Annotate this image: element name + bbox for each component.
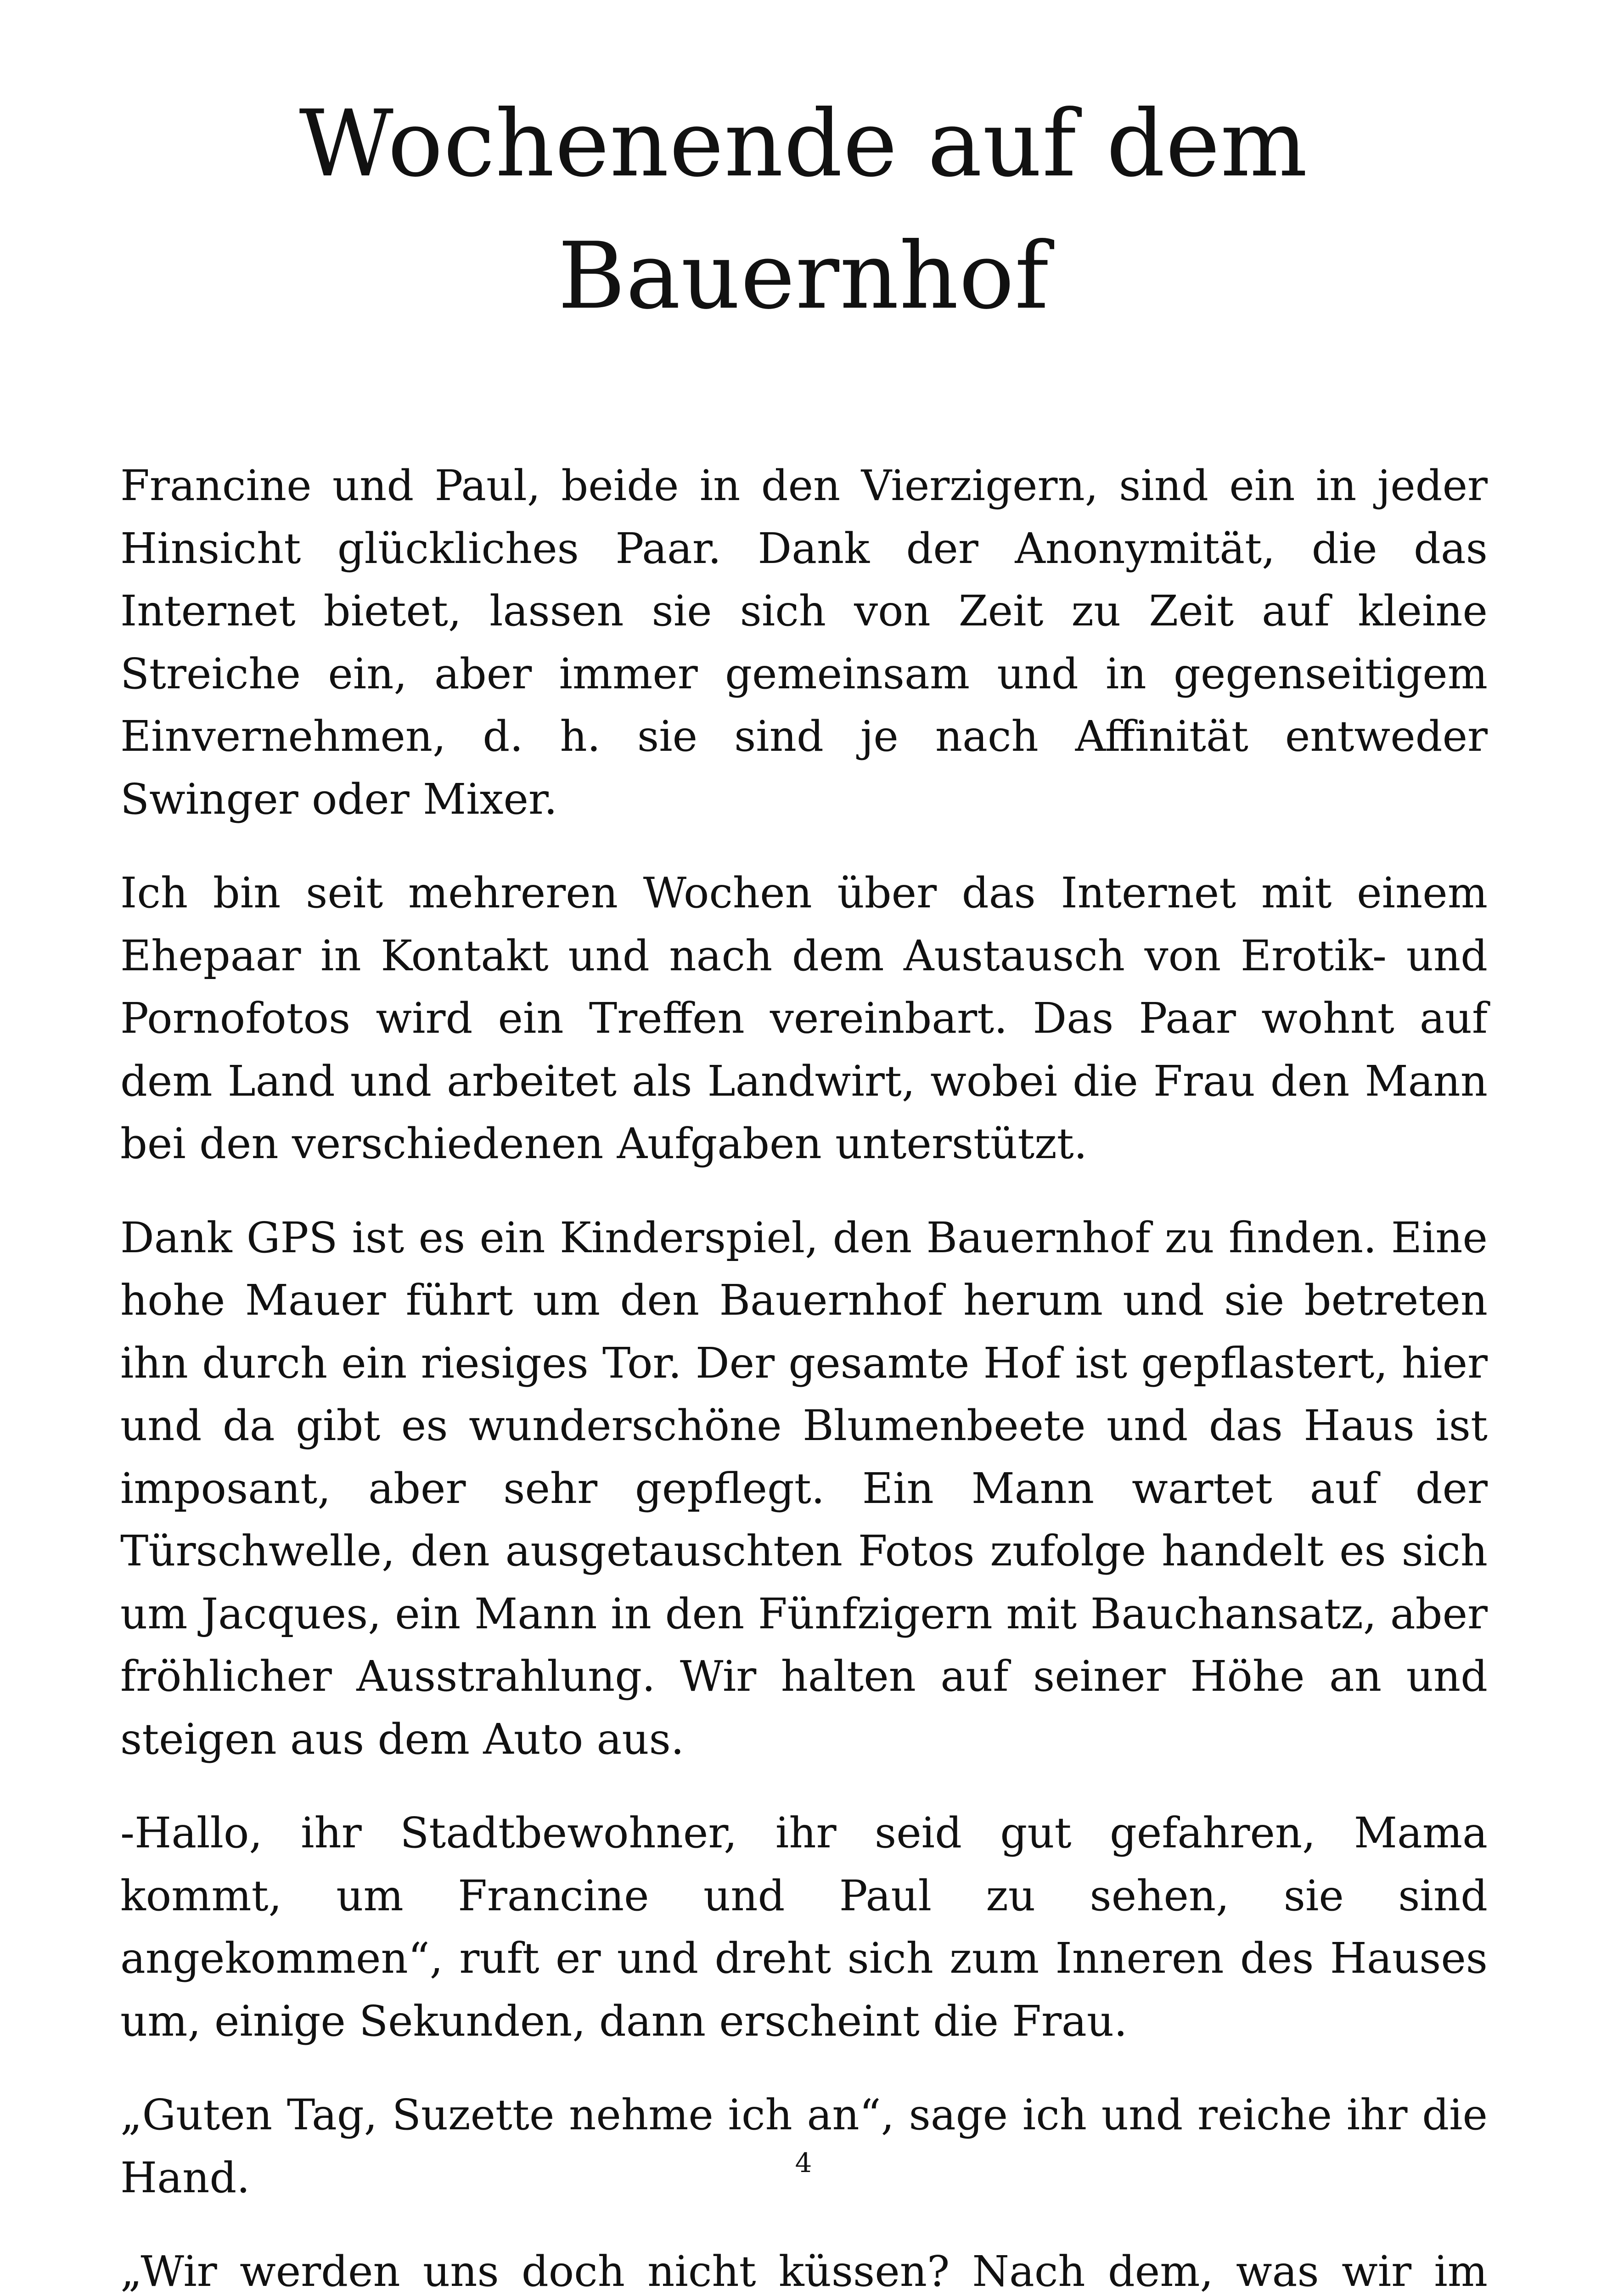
paragraph: „Wir werden uns doch nicht küssen? Nach dem, was wir im <box>120 2247 1488 2296</box>
body-text <box>120 455 1488 2296</box>
paragraph: Francine und Paul, beide in den Vierzigern, sind ein in jeder Hinsicht glückliches Paar. Dank der Anonymität, die das Internet bietet, lassen sie sich von Zeit zu Zeit auf kleine Streiche ein, aber immer gemeinsam und in gegenseitigem Einvernehmen, d. h. sie sind je nach Affinität entweder Swinger oder Mixer. <box>120 461 1488 824</box>
page-title-line-1: Wochenende auf dem <box>299 90 1308 197</box>
paragraph: „Guten Tag, Suzette nehme ich an“, sage ich und reiche ihr die Hand. <box>120 2090 1488 2202</box>
page-number: 4 <box>795 2147 812 2178</box>
page-title <box>0 78 1607 343</box>
paragraph: Ich bin seit mehreren Wochen über das Internet mit einem Ehepaar in Kontakt und nach dem Austausch von Erotik- und Pornofotos wird ein Treffen vereinbart. Das Paar wohnt auf dem Land und arbeitet als Landwirt, wobei die Frau den Mann bei den verschiedenen Aufgaben unterstützt. <box>120 868 1488 1168</box>
page-title-line-2: Bauernhof <box>557 223 1050 330</box>
paragraph: Dank GPS ist es ein Kinderspiel, den Bauernhof zu finden. Eine hohe Mauer führt um den Bauernhof herum und sie betreten ihn durch ein riesiges Tor. Der gesamte Hof ist gepflastert, hier und da gibt es wunderschöne Blumenbeete und das Haus ist imposant, aber sehr gepflegt. Ein Mann wartet auf der Türschwelle, den ausgetauschten Fotos zufolge handelt es sich um Jacques, ein Mann in den Fünfzigern mit Bauchansatz, aber fröhlicher Ausstrahlung. Wir halten auf seiner Höhe an und steigen aus dem Auto aus. <box>120 1213 1488 1764</box>
paragraph: -Hallo, ihr Stadtbewohner, ihr seid gut gefahren, Mama kommt, um Francine und Paul zu sehen, sie sind angekommen“, ruft er und dreht sich zum Inneren des Hauses um, einige Sekunden, dann erscheint die Frau. <box>120 1808 1488 2046</box>
